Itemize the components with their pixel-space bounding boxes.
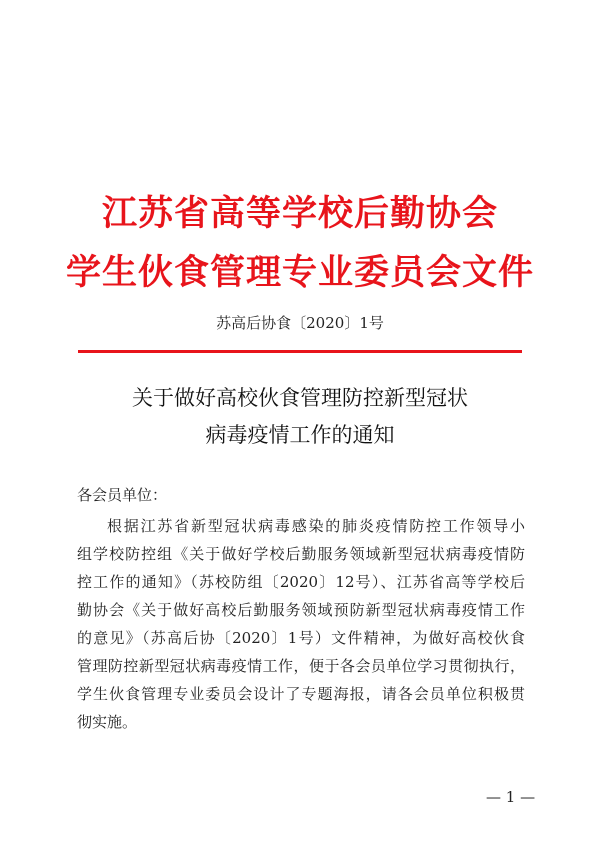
body-line: 的意见》（苏高后协〔2020〕1号）文件精神，为做好高校伙食 <box>77 629 525 647</box>
body-line: 控工作的通知》（苏校防组〔2020〕12号）、江苏省高等学校后 <box>77 573 525 591</box>
document-number: 苏高后协食〔2020〕1号 <box>216 314 384 332</box>
body-line: 管理防控新型冠状病毒疫情工作，便于各会员单位学习贯彻执行， <box>77 657 525 675</box>
page-number: — 1 — <box>486 788 536 806</box>
red-divider <box>78 350 522 353</box>
body-line: 组学校防控组《关于做好学校后勤服务领域新型冠状病毒疫情防 <box>77 545 525 563</box>
salutation: 各会员单位： <box>77 486 168 504</box>
body-line: 彻实施。 <box>77 713 138 731</box>
header-title-line1: 江苏省高等学校后勤协会 <box>101 194 498 234</box>
header-title-line2: 学生伙食管理专业委员会文件 <box>65 253 534 293</box>
body-line: 根据江苏省新型冠状病毒感染的肺炎疫情防控工作领导小 <box>107 517 525 535</box>
subject-line1: 关于做好高校伙食管理防控新型冠状 <box>132 386 468 410</box>
subject-line2: 病毒疫情工作的通知 <box>205 423 395 447</box>
body-line: 勤协会《关于做好高校后勤服务领域预防新型冠状病毒疫情工作 <box>77 601 525 619</box>
body-line: 学生伙食管理专业委员会设计了专题海报，请各会员单位积极贯 <box>77 685 525 703</box>
